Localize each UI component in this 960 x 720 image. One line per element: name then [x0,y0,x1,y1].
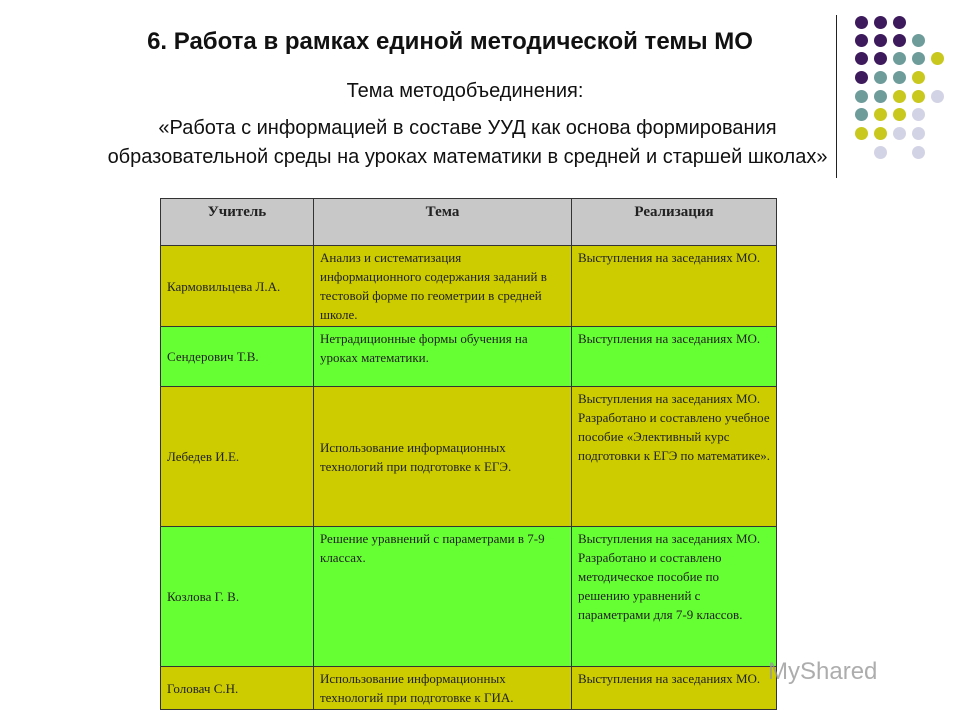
topic-cell: Нетрадиционные формы обучения на уроках математики. [314,327,572,387]
dot [931,52,944,65]
dot [912,52,925,65]
teachers-table [160,198,777,710]
header-impl: Реализация [572,199,777,246]
dot [893,16,906,29]
dot [874,127,887,140]
impl-cell: Выступления на заседаниях МО. Разработано и составлено учебное пособие «Элективный курс подготовки к ЕГЭ по математике». [572,387,777,527]
dot [855,71,868,84]
header-teacher: Учитель [161,199,314,246]
teacher-cell: Кармовильцева Л.А. [161,246,314,327]
dot [893,34,906,47]
dot [893,108,906,121]
table-row [161,387,777,527]
dot [893,90,906,103]
table-header [161,199,777,246]
theme-text: «Работа с информацией в составе УУД как основа формирования образовательной среды на уроках математики в средней и старшей школах» [107,117,828,168]
dot [874,34,887,47]
dot [874,71,887,84]
dot [874,90,887,103]
dot [855,90,868,103]
dot [893,127,906,140]
topic-cell: Решение уравнений с параметрами в 7-9 классах. [314,527,572,667]
impl-cell: Выступления на заседаниях МО. [572,667,777,710]
topic-cell: Использование информационных технологий при подготовке к ЕГЭ. [314,387,572,527]
dot [893,52,906,65]
teacher-cell: Сендерович Т.В. [161,327,314,387]
impl-cell: Выступления на заседаниях МО. Разработано и составлено методическое пособие по решению уравнений с параметрами для 7-9 классов. [572,527,777,667]
slide-subtitle: Тема методобъединения: [346,80,584,102]
dot [855,108,868,121]
dot [874,108,887,121]
dot [855,127,868,140]
dot [874,146,887,159]
topic-cell: Использование информационных технологий при подготовке к ГИА. [314,667,572,710]
dot [912,108,925,121]
teacher-cell: Головач С.Н. [161,667,314,710]
dot [912,127,925,140]
table-row [161,246,777,327]
dot [931,90,944,103]
topic-cell: Анализ и систематизация информационного содержания заданий в тестовой форме по геометрии в средней школе. [314,246,572,327]
impl-cell: Выступления на заседаниях МО. [572,246,777,327]
table-row [161,327,777,387]
dot [893,71,906,84]
dot [874,16,887,29]
dot [912,90,925,103]
dot [855,16,868,29]
dot [874,52,887,65]
dot [912,146,925,159]
teacher-cell: Козлова Г. В. [161,527,314,667]
dot [912,71,925,84]
dot [912,34,925,47]
dot [855,52,868,65]
teacher-cell: Лебедев И.Е. [161,387,314,527]
impl-cell: Выступления на заседаниях МО. [572,327,777,387]
table-row [161,667,777,710]
table-row [161,527,777,667]
watermark-logo: MyShared [768,658,878,685]
dot [855,34,868,47]
slide-title: 6. Работа в рамках единой методической темы МО [147,28,753,55]
header-topic: Тема [314,199,572,246]
